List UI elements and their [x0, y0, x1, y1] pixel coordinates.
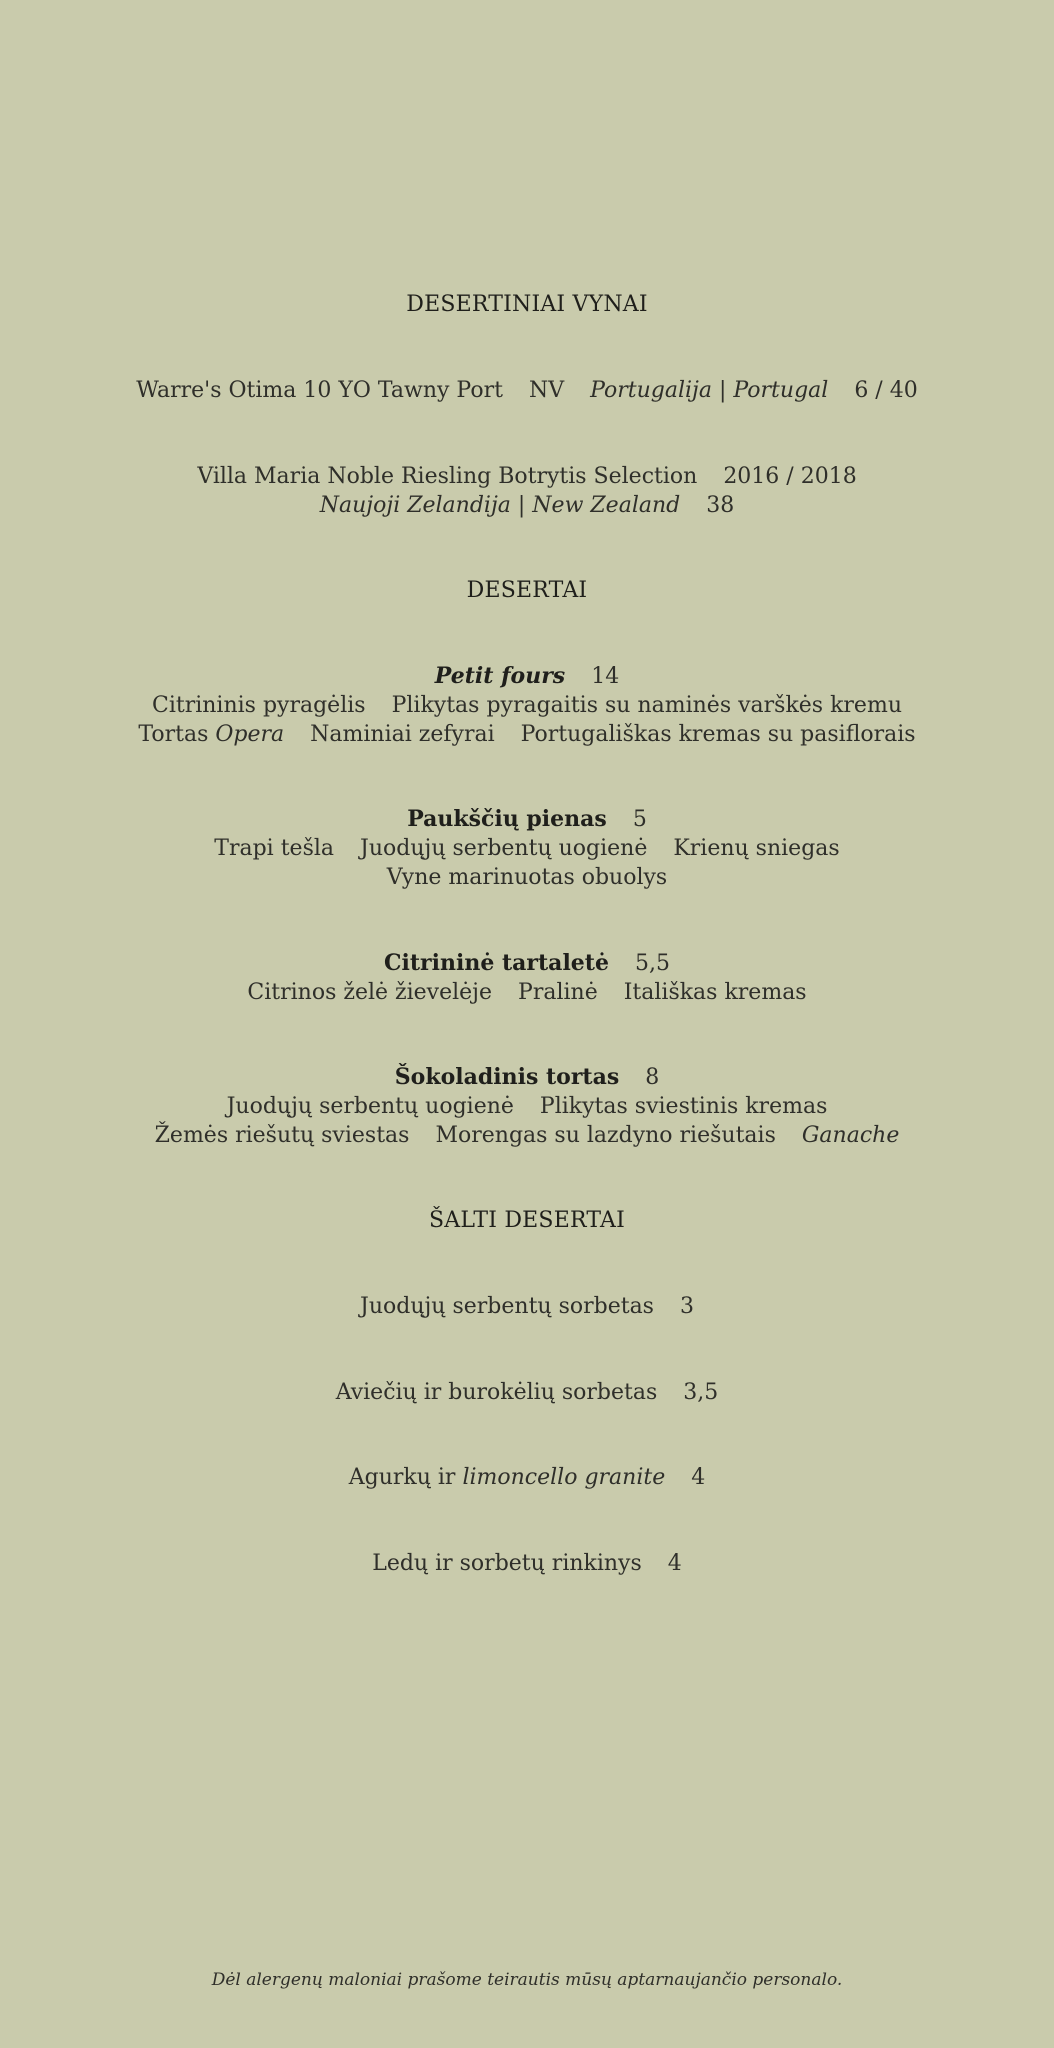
component: Plikytas sviestinis kremas: [539, 1094, 828, 1119]
wine-origin: Naujoji Zelandija | New Zealand: [319, 493, 681, 518]
component: Vyne marinuotas obuolys: [386, 865, 668, 890]
component: Morengas su lazdyno riešutais: [435, 1123, 776, 1148]
dessert-title-petit-fours: [0, 662, 1054, 691]
component: Juodųjų serbentų uogienė: [360, 836, 648, 861]
dessert-components: [0, 720, 1054, 749]
item-name-italic: limoncello granite: [462, 1465, 666, 1490]
item-name: Ledų ir sorbetų rinkinys: [372, 1551, 642, 1576]
dessert-price: 8: [645, 1065, 660, 1090]
dessert-name: Petit fours: [434, 663, 566, 689]
component: Juodųjų serbentų uogienė: [226, 1094, 514, 1119]
section-heading-dessert-wines: [0, 290, 1054, 319]
dessert-title-lemon-tart: [0, 949, 1054, 978]
dessert-name: Šokoladinis tortas: [394, 1064, 620, 1090]
allergen-note-text: Dėl alergenų maloniai prašome teirautis mūsų aptarnaujančio personalo.: [211, 1970, 843, 1990]
component: Krienų sniegas: [673, 836, 840, 861]
wine-vintage: 2016 / 2018: [723, 464, 857, 489]
item-name: Juodųjų serbentų sorbetas: [360, 1294, 654, 1319]
wine-price: 6 / 40: [854, 378, 918, 403]
dessert-components: [0, 1092, 1054, 1121]
dessert-price: 5: [632, 807, 647, 832]
wine-name: Warre's Otima 10 YO Tawny Port: [136, 378, 503, 403]
dessert-price: 5,5: [634, 951, 670, 976]
component-prefix: Tortas: [138, 722, 216, 747]
dessert-components: [0, 1121, 1054, 1150]
dessert-components: [0, 978, 1054, 1007]
component: Trapi tešla: [214, 836, 335, 861]
component: Žemės riešutų sviestas: [154, 1123, 410, 1148]
dessert-title-chocolate-cake: [0, 1063, 1054, 1092]
heading-text: DESERTINIAI VYNAI: [406, 292, 648, 317]
dessert-name: Citrininė tartaletė: [384, 950, 609, 976]
component: Citrinos želė žievelėje: [247, 980, 493, 1005]
heading-text: ŠALTI DESERTAI: [429, 1208, 625, 1233]
component: Portugališkas kremas su pasiflorais: [520, 722, 916, 747]
dessert-components: [0, 834, 1054, 863]
dessert-components: [0, 863, 1054, 892]
component: Pralinė: [518, 980, 598, 1005]
item-name: Aviečių ir burokėlių sorbetas: [335, 1380, 658, 1405]
item-name-prefix: Agurkų ir: [348, 1465, 463, 1490]
component: Itališkas kremas: [623, 980, 807, 1005]
dessert-components: [0, 691, 1054, 720]
component-italic: Ganache: [801, 1123, 900, 1148]
cold-dessert-item: [0, 1463, 1054, 1492]
cold-dessert-item: [0, 1549, 1054, 1578]
wine-item-villa-maria: [0, 462, 1054, 491]
component: Plikytas pyragaitis su naminės varškės kremu: [391, 693, 902, 718]
item-price: 3: [679, 1294, 694, 1319]
section-heading-cold-desserts: [0, 1206, 1054, 1235]
wine-vintage: NV: [528, 378, 565, 403]
item-price: 4: [667, 1551, 682, 1576]
item-price: 4: [691, 1465, 706, 1490]
component-italic: Opera: [215, 722, 285, 747]
dessert-name: Paukščių pienas: [407, 806, 607, 832]
heading-text: DESERTAI: [466, 578, 588, 603]
wine-item-villa-maria-origin: [0, 491, 1054, 520]
section-heading-desserts: [0, 576, 1054, 605]
wine-name: Villa Maria Noble Riesling Botrytis Selection: [197, 464, 698, 489]
allergen-note: [0, 1969, 1054, 1991]
component: Naminiai zefyrai: [310, 722, 495, 747]
dessert-title-birds-milk: [0, 805, 1054, 834]
cold-dessert-item: [0, 1378, 1054, 1407]
cold-dessert-item: [0, 1292, 1054, 1321]
wine-item-warres: [0, 376, 1054, 405]
wine-price: 38: [706, 493, 735, 518]
wine-origin: Portugalija | Portugal: [590, 378, 829, 403]
item-price: 3,5: [683, 1380, 719, 1405]
dessert-price: 14: [591, 664, 620, 689]
component: Citrininis pyragėlis: [152, 693, 366, 718]
